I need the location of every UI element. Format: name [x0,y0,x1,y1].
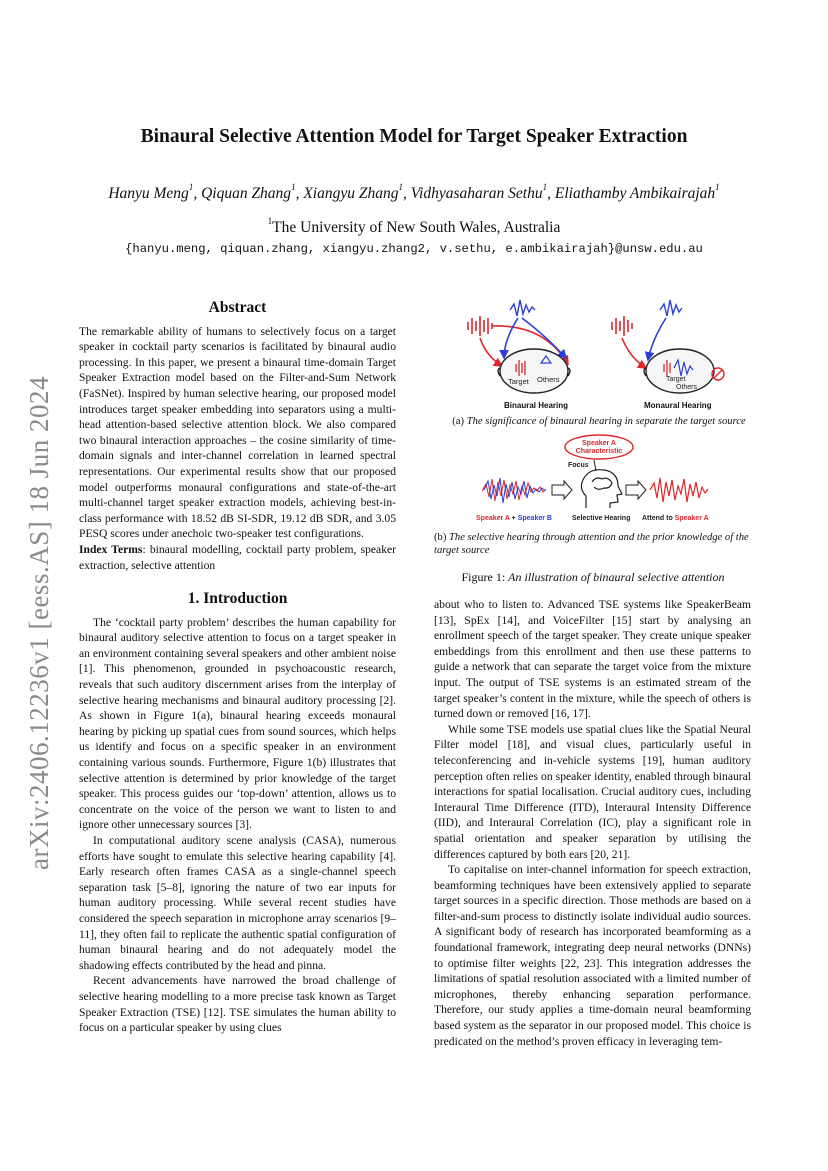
body-paragraph: To capitalise on inter-channel information for speech extraction, beamforming techniques have been extensively applied to separate target sources in a specific direction. Those methods are based on a filter-and-sum process to distinctly isolate individual audio sources. A significant body of research has incorporated beamforming as a foundational framework, integrating deep neural networks (DNNs) to optimise filter weights [22, 23]. This integration addresses the limitations of spatial resolution associated with a limited number of microphones, thereby enhancing separation performance. Therefore, our study applies a time-domain neural beamforming based system as the separator in our proposed model. This choice is predicated on the method’s proven efficacy in leveraging tem- [434,863,751,1048]
attended-waveform-icon [650,478,708,502]
attend-label-prefix: Attend to [642,515,675,522]
binaural-target-label: Target [508,377,529,386]
author-name: Qiquan Zhang [201,185,292,202]
binaural-red-wave-icon [468,316,492,336]
binaural-red-arrow [480,338,502,366]
caption-b-text: The selective hearing through attention and the prior knowledge of the target source [434,532,749,556]
author-name: Eliathamby Ambikairajah [554,185,716,202]
focus-arrow [594,460,596,471]
monaural-red-wave-icon [612,316,632,336]
binaural-hearing-label: Binaural Hearing [504,401,569,410]
arxiv-stamp-text: arXiv:2406.12236v1 [eess.AS] 18 Jun 2024 [24,376,54,870]
monaural-hearing-label: Monaural Hearing [644,401,712,410]
attend-label [642,515,709,522]
bubble-line-1: Speaker A [582,440,616,447]
mixture-label [476,515,552,522]
arxiv-stamp [8,355,64,875]
arrow-right-icon [626,481,646,499]
monaural-blue-wave-icon [660,300,682,316]
affiliation-text: The University of New South Wales, Australia [272,219,561,236]
figure-caption-a [434,416,764,427]
mixture-label-plus: + [509,515,518,522]
affiliation [0,216,828,237]
monaural-red-arrow [622,338,646,368]
affiliation-mark: 1 [267,216,273,226]
index-terms-text: : binaural modelling, cocktail party problem, speaker extraction, selective attention [79,542,396,572]
binaural-others-label: Others [537,375,560,384]
caption-a-text: The significance of binaural hearing in separate the target source [466,416,746,427]
bubble-line-2: Characteristic [575,448,623,455]
figure-1-caption-text: An illustration of binaural selective attention [508,570,725,584]
focus-label: Focus [568,462,589,469]
selective-hearing-label: Selective Hearing [572,515,631,522]
intro-paragraph: The ‘cocktail party problem’ describes the human capability for binaural auditory selective attention to focus on a target speaker in an environment containing several speakers and other ambient noise [1]. This phenomenon, grounded in psychoacoustic research, reveals that such auditory discernment arises from the interplay of selective hearing mechanisms and binaural auditory processing [2]. As shown in Figure 1(a), binaural hearing exceeds monaural hearing by picking up spatial cues from sound sources, which helps us identify and focus on a specific speaker in an environment containing various sounds. Furthermore, Figure 1(b) illustrates that selective attention is determined by prior knowledge of the target speaker. This process guides our ‘top-down’ attention, allows us to concentrate on the voice of the person we want to listen to and ignore other unnecessary sources [3]. [79,615,396,832]
figure-1-caption [434,570,752,585]
paper-title: Binaural Selective Attention Model for Target Speaker Extraction [140,126,688,147]
author-affil-mark: 1 [398,182,403,192]
caption-a-prefix: (a) [452,416,465,427]
figure-caption-b [434,531,752,557]
arrow-right-icon [552,481,572,499]
mixture-label-speaker-b: Speaker B [517,515,552,522]
section-heading-introduction: 1. Introduction [187,590,288,608]
index-terms [79,542,396,573]
caption-b-prefix: (b) [434,532,447,543]
abstract-heading: Abstract [208,299,267,316]
monaural-others-label: Others [676,384,698,391]
brain-head-icon [581,470,622,508]
attend-label-speaker-a: Speaker A [674,515,709,522]
body-paragraph: about who to listen to. Advanced TSE systems like SpeakerBeam [13], SpEx [14], and VoiceFilter [15] start by analysing an enrollment speech of the target speaker. They create unique speaker embeddings from this enrollment and then use these patterns to guide a network that can separate the target voice from the mixture input. The output of TSE systems is an estimated stream of the target speaker’s content in the mixture, while the speech of others is turned down or removed [16, 17]. [434,598,751,721]
intro-paragraph: In computational auditory scene analysis (CASA), numerous efforts have sought to emulate this selective hearing capability [4]. Early research often frames CASA as a single-channel speech separation task [5–8], ignoring the nature of two ear inputs for human auditory processing. While several recent studies have considered the speech separation in microphone array scenarios [9–11], they often fail to replicate the authentic spatial configuration of human binaural hearing and do not adequately model the shadowing effects contributed by the head and pinna. [79,834,396,972]
speaker-a-characteristic-bubble [565,435,633,459]
right-column [434,597,751,1049]
mixture-label-speaker-a: Speaker A [476,515,510,522]
body-paragraph: While some TSE models use spatial clues like the Spatial Neural Filter model [18], and visual clues, particularly useful in teleconferencing and in-vehicle systems [19], human auditory perception often relies on speaker identity, enabled through binaural interactions for spatial localisation. Crucial auditory cues, including Interaural Time Difference (ITD), Interaural Intensity Difference (IID), and Interaural Correlation (IC), play a significant role in spatial orientation and speaker separation by utilising the differences captured by both ears [20, 21]. [434,722,751,861]
monaural-target-label: Target [666,376,686,383]
index-terms-label: Index Terms [79,542,143,556]
author-list: Hanyu Meng$^1$, Qiquan Zhang$^1$, Xiangyu Zhang$^1$, Vidhyasaharan Sethu$^1$, Eliathamby Ambikairajah$^1$ [108,182,720,202]
abstract-text: The remarkable ability of humans to selectively focus on a target speaker in cocktail party scenarios is facilitated by binaural audio processing. In this paper, we present a binaural time-domain Target Speaker Extraction model based on the Filter-and-Sum Network (FaSNet). Inspired by human selective hearing, our proposed model introduces target speaker embedding into separators using a multi-head attention-based selective attention block. We also compared two binaural interaction approaches – the cosine similarity of time-domain signals and inter-channel correlation in learned spectral representations. Our experimental results show that our proposed model outperforms monaural configurations and state-of-the-art multi-channel target speaker extraction models, achieving best-in-class performance with 18.52 dB SI-SDR, 19.12 dB SDR, and 3.05 PESQ scores under anechoic two-speaker test configurations. [79,324,396,541]
author-affil-mark: 1 [188,182,194,192]
author-affil-mark: 1 [542,182,548,192]
left-column [79,296,396,1036]
author-affil-mark: 1 [715,182,720,192]
binaural-head-icon [498,349,570,393]
author-emails: {hanyu.meng, qiquan.zhang, xiangyu.zhang2, v.sethu, e.ambikairajah}@unsw.edu.au [125,242,703,256]
mixture-waveform-icon [482,478,546,503]
intro-paragraph: Recent advancements have narrowed the broad challenge of selective hearing modelling to a more precise task known as Target Speaker Extraction (TSE) [12]. TSE simulates the human ability to focus on a particular speaker by using clues [79,974,396,1035]
figure-1-caption-prefix: Figure 1: [461,570,506,584]
author-name: Vidhyasaharan Sethu [410,185,543,202]
binaural-blue-wave-icon [510,300,535,316]
author-affil-mark: 1 [291,182,296,192]
author-name: Hanyu Meng [108,185,189,202]
author-name: Xiangyu Zhang [303,185,399,202]
